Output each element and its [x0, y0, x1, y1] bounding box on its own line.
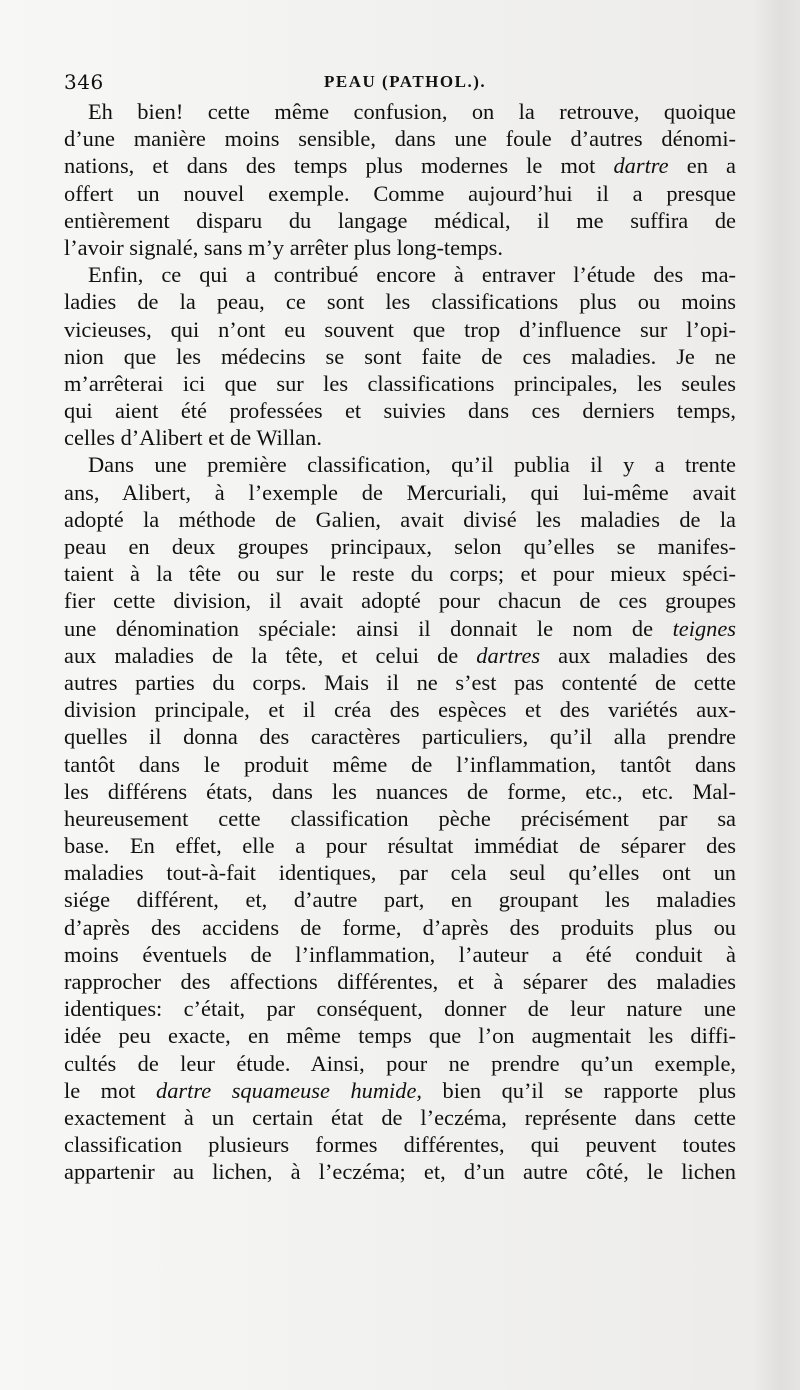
text-segment: m’arrêterai ici que sur les classifications principales, les seules — [64, 370, 736, 396]
text-line — [64, 506, 736, 533]
text-line — [64, 125, 736, 152]
text-line — [64, 859, 736, 886]
text-segment: quelles il donna des caractères particuliers, qu’il alla prendre — [64, 724, 736, 750]
text-line — [64, 805, 736, 832]
text-segment: offert un nouvel exemple. Comme aujourd’hui il a presque — [64, 180, 736, 206]
text-line — [64, 615, 736, 642]
text-line — [64, 968, 736, 995]
text-line — [64, 832, 736, 859]
text-segment: bien qu’il se rapporte plus — [421, 1077, 736, 1103]
text-line — [64, 451, 736, 478]
text-line — [64, 1158, 736, 1185]
text-line — [64, 560, 736, 587]
text-segment: entièrement disparu du langage médical, il me suffira de — [64, 207, 736, 233]
page-number: 346 — [64, 70, 104, 94]
text-line — [64, 479, 736, 506]
text-segment: les différens états, dans les nuances de forme, etc., etc. Mal- — [64, 778, 736, 804]
text-line — [64, 914, 736, 941]
text-segment: nations, et dans des temps plus modernes le mot — [64, 153, 614, 179]
text-line — [64, 207, 736, 234]
text-line — [64, 1131, 736, 1158]
text-segment: le mot — [64, 1077, 157, 1103]
text-segment: aux maladies de la tête, et celui de — [64, 642, 477, 668]
text-line — [64, 261, 736, 288]
text-segment: Eh bien! cette même confusion, on la retrouve, quoique — [88, 99, 736, 124]
text-segment: ans, Alibert, à l’exemple de Mercuriali, qui lui-même avait — [64, 479, 736, 505]
text-segment: division principale, et il créa des espèces et des variétés aux- — [64, 697, 736, 723]
text-segment: Enfin, ce qui a contribué encore à entraver l’étude des ma- — [88, 262, 736, 288]
text-segment: siége différent, et, d’autre part, en groupant les maladies — [64, 887, 736, 913]
text-segment: autres parties du corps. Mais il ne s’est pas contenté de cette — [64, 669, 736, 695]
text-segment: Dans une première classification, qu’il publia il y a trente — [88, 452, 736, 478]
text-segment: taient à la tête ou sur le reste du corps; et pour mieux spéci- — [64, 561, 736, 587]
text-segment: idée peu exacte, en même temps que l’on augmentait les diffi- — [64, 1023, 736, 1049]
text-line — [64, 751, 736, 778]
text-segment: adopté la méthode de Galien, avait divisé les maladies de la — [64, 506, 736, 532]
text-line — [64, 424, 736, 451]
italic-term: dartre squameuse humide, — [156, 1077, 422, 1103]
italic-term: dartre — [613, 153, 669, 179]
text-line — [64, 723, 736, 750]
running-head: PEAU (PATHOL.). — [324, 72, 487, 91]
text-line — [64, 778, 736, 805]
text-segment: aux maladies des — [540, 642, 736, 668]
page-gutter-shadow — [752, 0, 800, 1390]
text-segment: vicieuses, qui n’ont eu souvent que trop d’influence sur l’opi- — [64, 316, 736, 342]
italic-term: teignes — [672, 615, 736, 641]
text-segment: d’après des accidens de forme, d’après des produits plus ou — [64, 914, 736, 940]
text-segment: identiques: c’était, par conséquent, donner de leur nature une — [64, 996, 736, 1022]
italic-term: dartres — [476, 642, 541, 668]
text-segment: l’avoir signalé, sans m’y arrêter plus long-temps. — [64, 234, 503, 260]
text-segment: exactement à un certain état de l’eczéma, représente dans cette — [64, 1104, 736, 1130]
text-segment: appartenir au lichen, à l’eczéma; et, d’un autre côté, le lichen — [64, 1159, 736, 1185]
text-segment: base. En effet, elle a pour résultat immédiat de séparer des — [64, 833, 736, 859]
text-segment: celles d’Alibert et de Willan. — [64, 425, 322, 451]
text-line — [64, 886, 736, 913]
text-line — [64, 98, 736, 125]
text-line — [64, 152, 736, 179]
text-segment: fier cette division, il avait adopté pour chacun de ces groupes — [64, 588, 736, 614]
text-segment: classification plusieurs formes différentes, qui peuvent toutes — [64, 1132, 736, 1158]
text-line — [64, 316, 736, 343]
text-line — [64, 180, 736, 207]
text-line — [64, 941, 736, 968]
text-line — [64, 370, 736, 397]
text-line — [64, 995, 736, 1022]
text-line — [64, 642, 736, 669]
text-segment: heureusement cette classification pèche précisément par sa — [64, 805, 736, 831]
text-line — [64, 288, 736, 315]
text-line — [64, 533, 736, 560]
text-segment: moins éventuels de l’inflammation, l’auteur a été conduit à — [64, 941, 736, 967]
text-line — [64, 587, 736, 614]
text-segment: peau en deux groupes principaux, selon qu’elles se manifes- — [64, 534, 736, 559]
text-segment: maladies tout-à-fait identiques, par cela seul qu’elles ont un — [64, 860, 736, 886]
text-segment: tantôt dans le produit même de l’inflammation, tantôt dans — [64, 751, 736, 777]
text-segment: ladies de la peau, ce sont les classifications plus ou moins — [64, 289, 736, 315]
text-line — [64, 397, 736, 424]
text-segment: cultés de leur étude. Ainsi, pour ne prendre qu’un exemple, — [64, 1050, 736, 1076]
text-line — [64, 696, 736, 723]
text-segment: en a — [668, 153, 736, 179]
text-line — [64, 669, 736, 696]
text-line — [64, 234, 736, 261]
page-header — [64, 70, 734, 100]
text-segment: nion que les médecins se sont faite de ces maladies. Je ne — [64, 343, 736, 369]
text-line — [64, 1022, 736, 1049]
text-line — [64, 1104, 736, 1131]
text-line — [64, 1050, 736, 1077]
text-segment: d’une manière moins sensible, dans une foule d’autres dénomi- — [64, 126, 736, 152]
text-segment: une dénomination spéciale: ainsi il donnait le nom de — [64, 615, 673, 641]
text-line — [64, 1077, 736, 1104]
text-segment: qui aient été professées et suivies dans ces derniers temps, — [64, 398, 736, 424]
text-line — [64, 343, 736, 370]
body-text — [64, 98, 736, 1186]
text-segment: rapprocher des affections différentes, et à séparer des maladies — [64, 969, 736, 994]
